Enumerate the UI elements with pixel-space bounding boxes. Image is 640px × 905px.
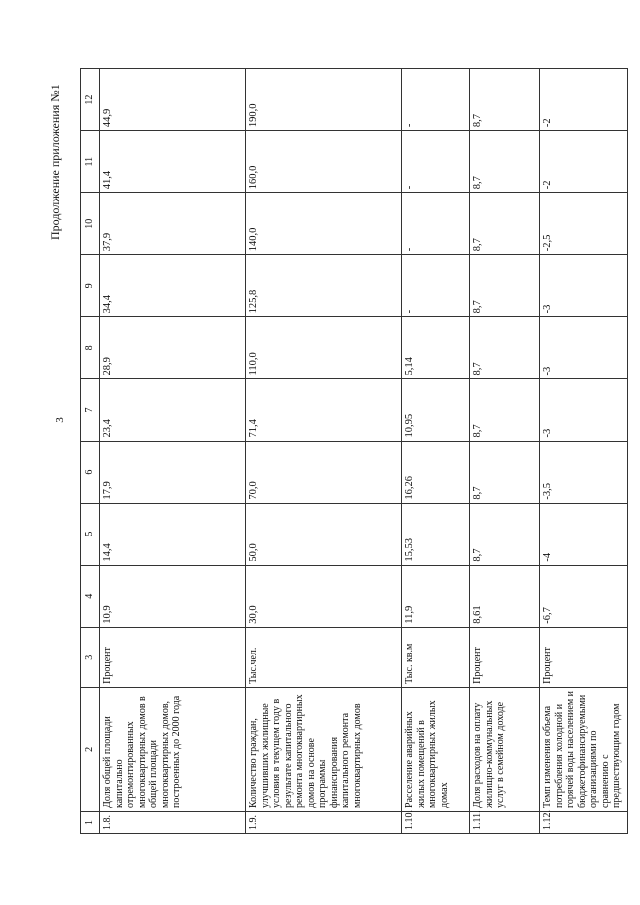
row-id: 1.8. [100, 811, 246, 833]
row-unit: Процент [470, 627, 540, 687]
column-number: 9 [81, 255, 100, 317]
column-number: 1 [81, 811, 100, 833]
row-value: 160,0 [246, 131, 402, 193]
table-row [246, 69, 402, 834]
row-value: 5,14 [402, 317, 470, 379]
table-row [100, 69, 246, 834]
row-value: 37,9 [100, 193, 246, 255]
row-value: 8,7 [470, 441, 540, 503]
row-value: 71,4 [246, 379, 402, 441]
row-value: 10,95 [402, 379, 470, 441]
row-value: -2 [540, 69, 628, 131]
row-unit: Тыс. кв.м [402, 627, 470, 687]
row-value: 50,0 [246, 503, 402, 565]
indicator-table [80, 68, 628, 834]
row-value: 34,4 [100, 255, 246, 317]
row-value: - [402, 193, 470, 255]
row-value: - [402, 255, 470, 317]
row-unit: Процент [540, 627, 628, 687]
row-value: 44,9 [100, 69, 246, 131]
row-value: 23,4 [100, 379, 246, 441]
column-number: 5 [81, 503, 100, 565]
row-value: -3,5 [540, 441, 628, 503]
row-value: - [402, 131, 470, 193]
row-value: 8,7 [470, 317, 540, 379]
row-value: 70,0 [246, 441, 402, 503]
row-value: 30,0 [246, 565, 402, 627]
row-label: Количество граждан, улучшивших жилищные условия в текущем году в результате капитального ремонта многоквартирных домов на основе программы финансирования капитального ремонта многоквартирных домов [246, 687, 402, 811]
row-id: 1.12. [540, 811, 628, 833]
row-label: Доля общей площади капитально отремонтированных многоквартирных домов в общей площади многоквартирных домов, построенных до 2000 года [100, 687, 246, 811]
table-frame [80, 68, 622, 834]
row-value: -2,5 [540, 193, 628, 255]
row-value: 28,9 [100, 317, 246, 379]
row-label: Расселение аварийных жилых помещений в многоквартирных жилых домах [402, 687, 470, 811]
table-row [470, 69, 540, 834]
row-value: - [402, 69, 470, 131]
row-id: 1.10. [402, 811, 470, 833]
column-number: 7 [81, 379, 100, 441]
column-number: 4 [81, 565, 100, 627]
row-value: 8,7 [470, 379, 540, 441]
column-number: 2 [81, 687, 100, 811]
row-value: 8,7 [470, 503, 540, 565]
row-value: -4 [540, 503, 628, 565]
table-header-row [81, 69, 100, 834]
row-value: -3 [540, 255, 628, 317]
table-row [540, 69, 628, 834]
column-number: 12 [81, 69, 100, 131]
row-value: 15,53 [402, 503, 470, 565]
row-id: 1.11. [470, 811, 540, 833]
row-unit: Процент [100, 627, 246, 687]
row-value: 140,0 [246, 193, 402, 255]
row-value: 16,26 [402, 441, 470, 503]
column-number: 8 [81, 317, 100, 379]
row-value: 17,9 [100, 441, 246, 503]
row-unit: Тыс.чел. [246, 627, 402, 687]
row-id: 1.9. [246, 811, 402, 833]
row-value: 190,0 [246, 69, 402, 131]
row-label: Темп изменения объема потребления холодной и горячей воды населением и бюджетофинансируемыми организациями по сравнению с предшествующим годом [540, 687, 628, 811]
row-value: 8,7 [470, 255, 540, 317]
row-value: 8,7 [470, 131, 540, 193]
row-value: 125,8 [246, 255, 402, 317]
column-number: 10 [81, 193, 100, 255]
row-value: 8,7 [470, 193, 540, 255]
table-row [402, 69, 470, 834]
column-number: 6 [81, 441, 100, 503]
row-value: 11,9 [402, 565, 470, 627]
row-value: -3 [540, 379, 628, 441]
appendix-title: Продолжение приложения №1 [48, 84, 62, 240]
page-number: 3 [54, 417, 66, 423]
row-label: Доля расходов на оплату жилищно-коммунальных услуг в семейном доходе [470, 687, 540, 811]
row-value: 14,4 [100, 503, 246, 565]
row-value: -3 [540, 317, 628, 379]
row-value: 8,61 [470, 565, 540, 627]
row-value: -2 [540, 131, 628, 193]
row-value: 41,4 [100, 131, 246, 193]
row-value: 8,7 [470, 69, 540, 131]
column-number: 11 [81, 131, 100, 193]
row-value: 110,0 [246, 317, 402, 379]
row-value: -6,7 [540, 565, 628, 627]
table-wrapper [80, 68, 622, 834]
row-value: 10,9 [100, 565, 246, 627]
column-number: 3 [81, 627, 100, 687]
